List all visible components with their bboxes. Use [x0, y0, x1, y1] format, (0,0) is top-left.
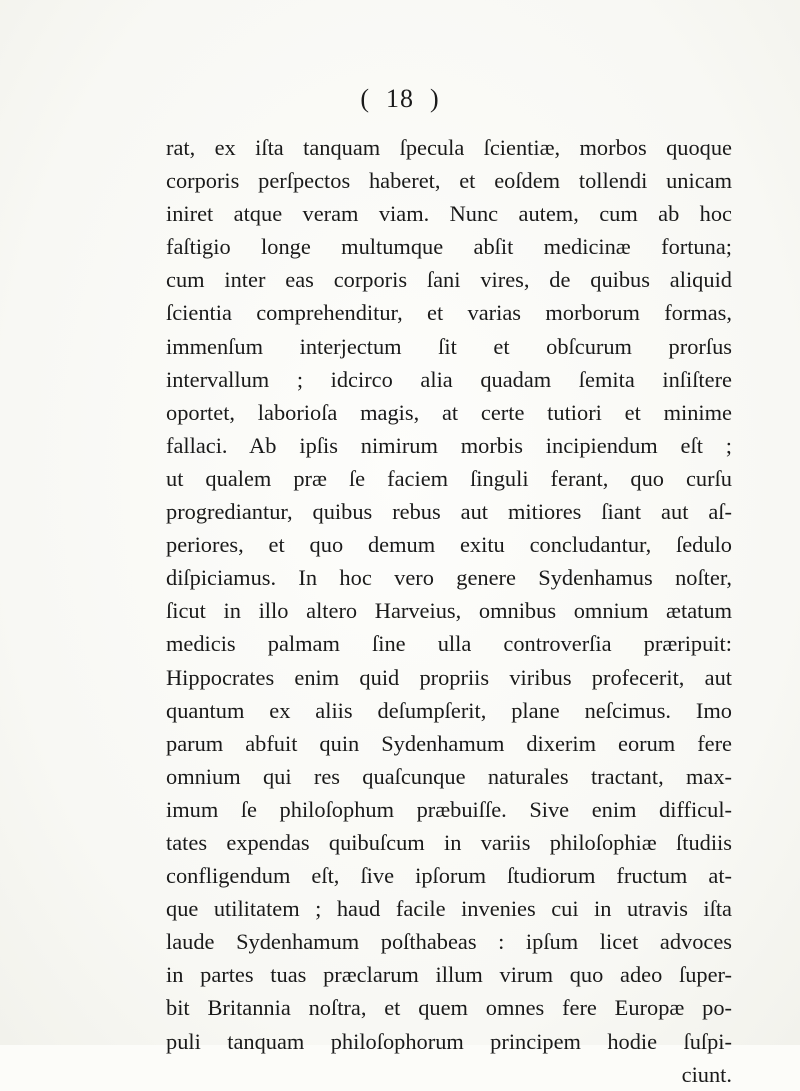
page-number-value: 18 [386, 84, 414, 113]
text-line: cum inter eas corporis ſani vires, de quibus aliquid [166, 267, 732, 293]
text-line: laude Sydenhamum poſthabeas : ipſum licet advoces [166, 929, 732, 955]
text-line: faſtigio longe multumque abſit medicinæ fortuna; [166, 234, 732, 260]
body-text [166, 131, 732, 1091]
text-line: diſpiciamus. In hoc vero genere Sydenhamus noſter, [166, 565, 732, 591]
text-line: corporis perſpectos haberet, et eoſdem tollendi unicam [166, 168, 732, 194]
text-line: Hippocrates enim quid propriis viribus profecerit, aut [166, 664, 732, 690]
text-line: que utilitatem ; haud facile invenies cui in utravis iſta [166, 896, 732, 922]
text-line: ciunt. [681, 1061, 732, 1087]
text-line: parum abfuit quin Sydenhamum dixerim eorum fere [166, 730, 732, 756]
text-line: immenſum interjectum ſit et obſcurum prorſus [166, 333, 732, 359]
text-line: puli tanquam philoſophorum principem hodie ſuſpi- [166, 1028, 732, 1054]
text-line: oportet, laborioſa magis, at certe tutiori et minime [166, 399, 732, 425]
text-line: in partes tuas præclarum illum virum quo adeo ſuper- [166, 962, 732, 988]
text-line: ut qualem præ ſe faciem ſinguli ferant, quo curſu [166, 465, 732, 491]
text-line: bit Britannia noſtra, et quem omnes fere Europæ po- [166, 995, 732, 1021]
text-line: quantum ex aliis deſumpſerit, plane neſcimus. Imo [166, 697, 732, 723]
page-number [0, 84, 800, 114]
text-line: ſicut in illo altero Harveius, omnibus omnium ætatum [166, 598, 732, 624]
text-line: intervallum ; idcirco alia quadam ſemita inſiſtere [166, 366, 732, 392]
text-line: iniret atque veram viam. Nunc autem, cum ab hoc [166, 201, 732, 227]
text-line: rat, ex iſta tanquam ſpecula ſcientiæ, morbos quoque [166, 135, 732, 160]
page-number-open-paren: ( [360, 84, 370, 113]
page-number-close-paren: ) [430, 84, 440, 113]
text-line: periores, et quo demum exitu concludantur, ſedulo [166, 532, 732, 558]
text-line: medicis palmam ſine ulla controverſia præripuit: [166, 631, 732, 657]
text-line: tates expendas quibuſcum in variis philoſophiæ ſtudiis [166, 829, 732, 855]
text-line: confligendum eſt, ſive ipſorum ſtudiorum fructum at- [166, 863, 732, 889]
text-line: imum ſe philoſophum præbuiſſe. Sive enim difficul- [166, 796, 732, 822]
text-line: fallaci. Ab ipſis nimirum morbis incipiendum eſt ; [166, 432, 732, 458]
text-line: omnium qui res quaſcunque naturales tractant, max- [166, 763, 732, 789]
text-line: progrediantur, quibus rebus aut mitiores ſiant aut aſ- [166, 499, 732, 525]
text-line: ſcientia comprehenditur, et varias morborum formas, [166, 300, 732, 326]
